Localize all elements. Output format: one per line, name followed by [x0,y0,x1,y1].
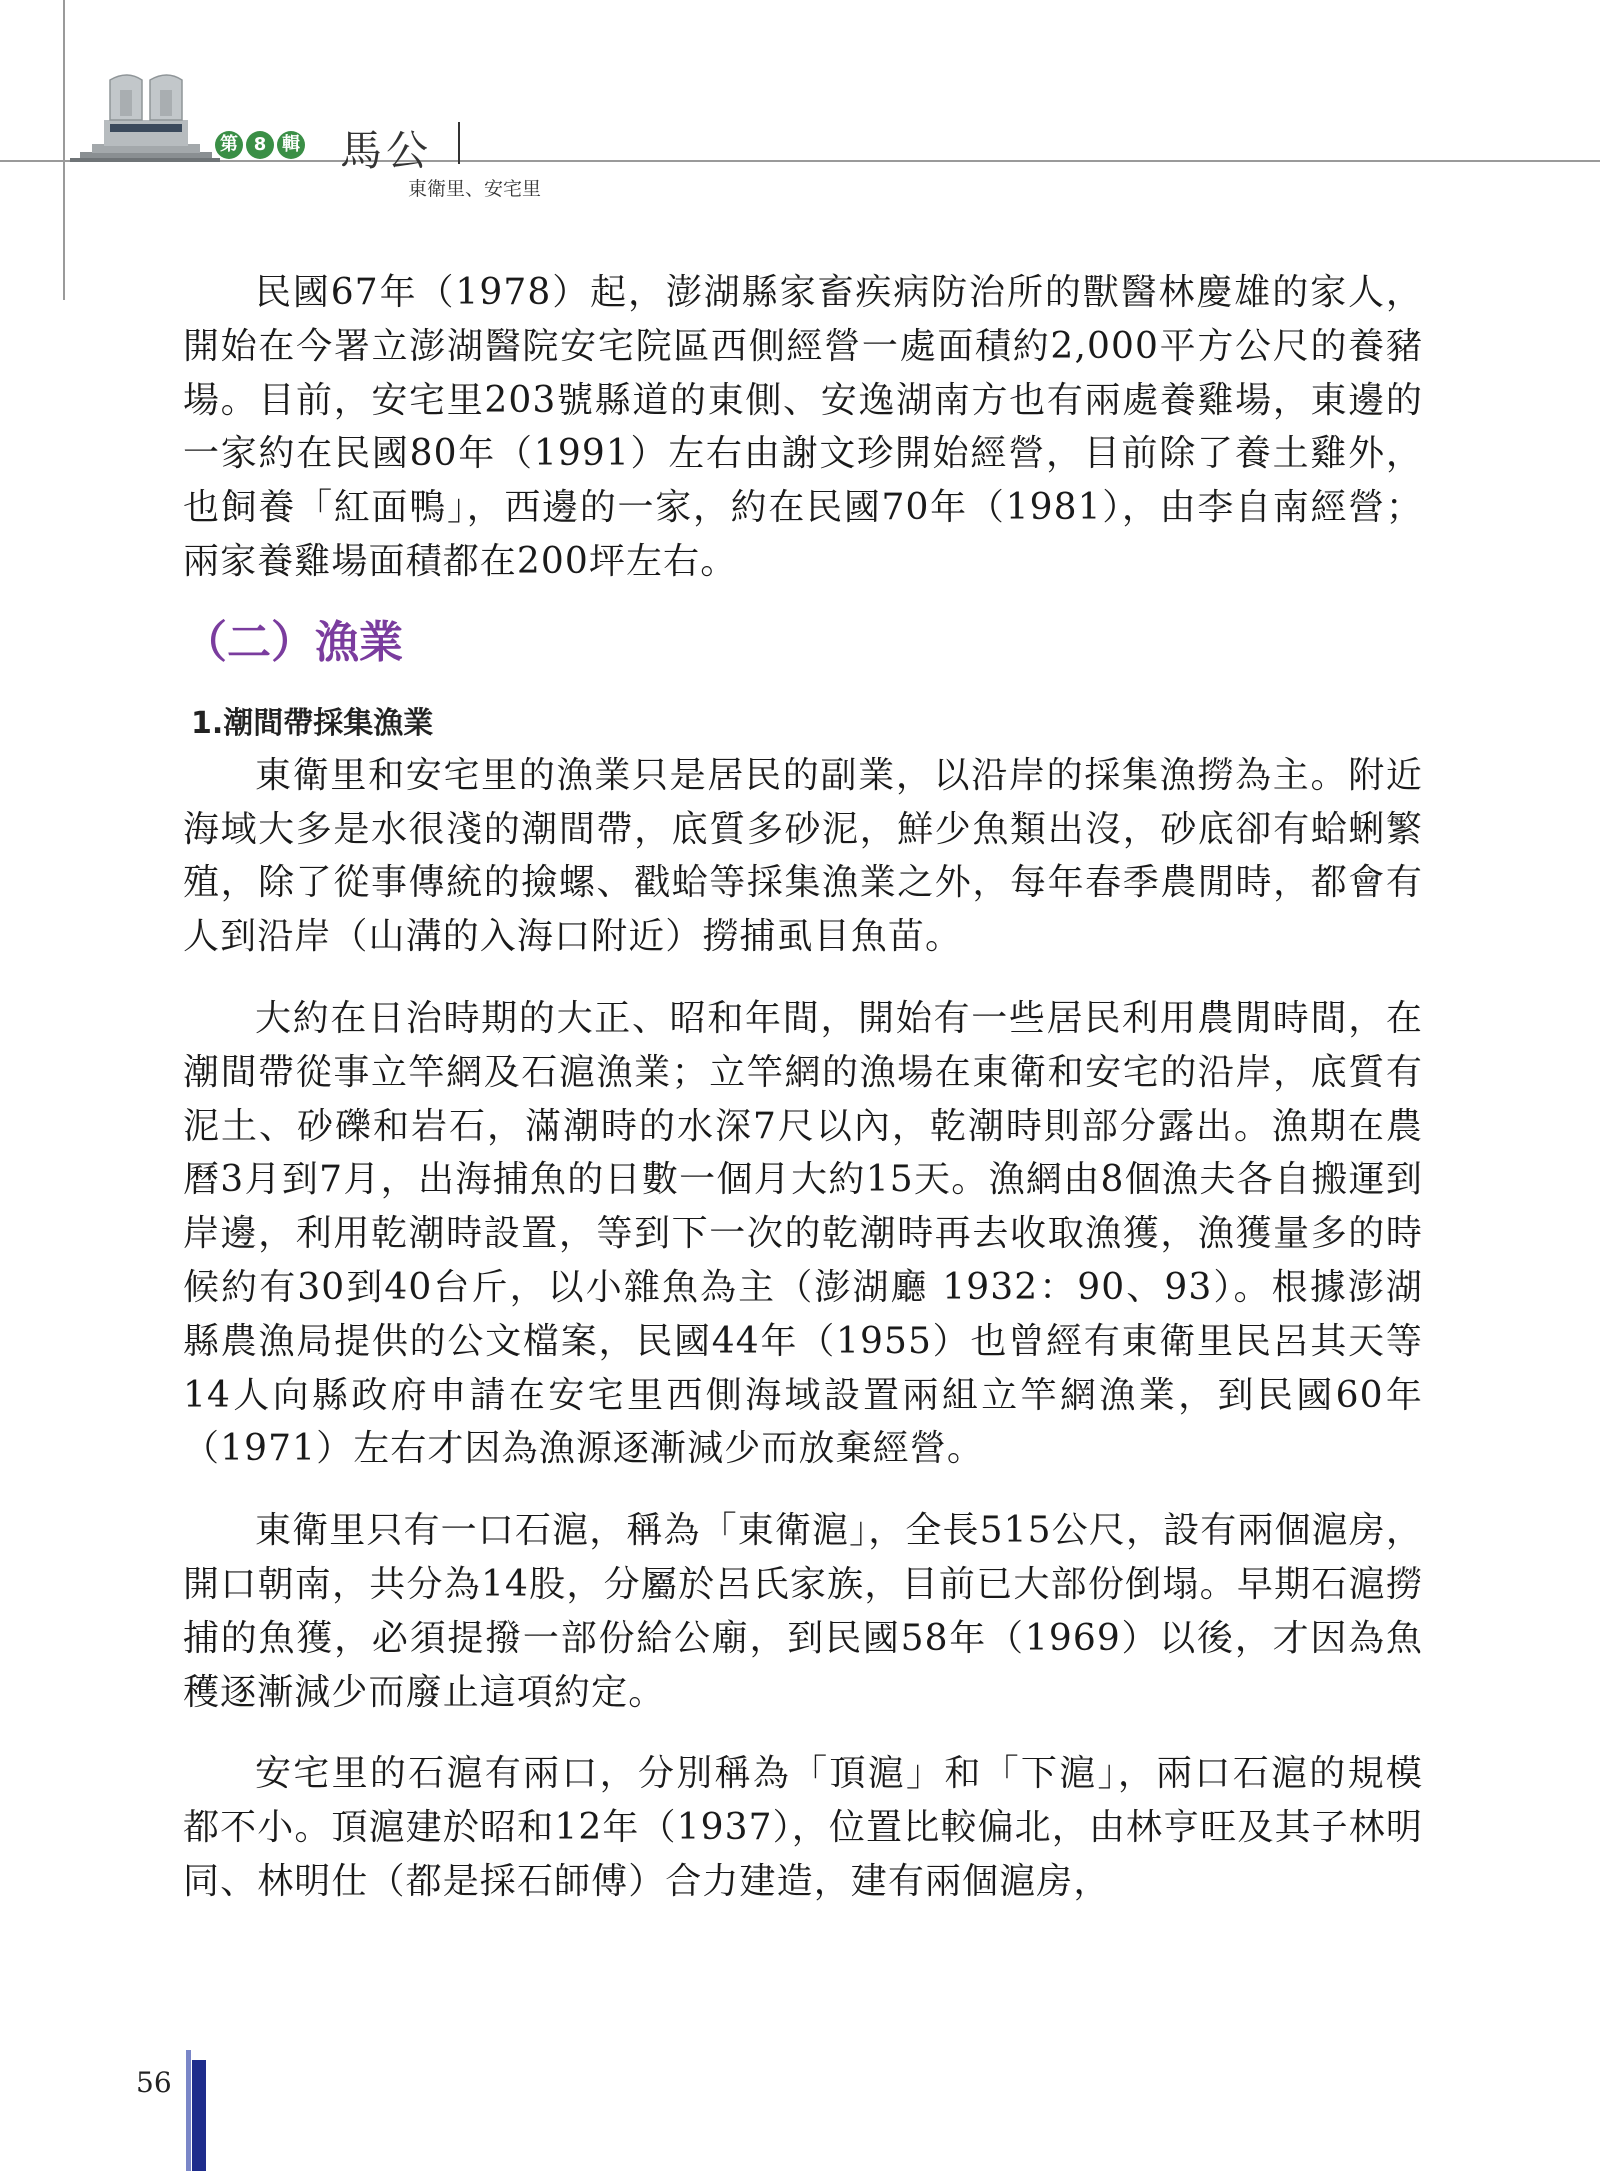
footer-bar-dark [192,2060,206,2171]
header-vertical-rule [63,0,65,300]
paragraph-livestock: 民國67年（1978）起，澎湖縣家畜疾病防治所的獸醫林慶雄的家人，開始在今署立澎湖醫院安宅院區西側經營一處面積約2,000平方公尺的養豬場。目前，安宅里203號縣道的東側、安逸湖南方也有兩處養雞場，東邊的一家約在民國80年（1991）左右由謝文珍開始經營，目前除了養土雞外，也飼養「紅面鴨」，西邊的一家，約在民國70年（1981），由李自南經營；兩家養雞場面積都在200坪左右。 [183,272,1423,582]
paragraph-fishery-intro: 東衛里和安宅里的漁業只是居民的副業，以沿岸的採集漁撈為主。附近海域大多是水很淺的潮間帶，底質多砂泥，鮮少魚類出沒，砂底卻有蛤蜊繁殖，除了從事傳統的撿螺、戳蛤等採集漁業之外，每年春季農閒時，都會有人到沿岸（山溝的入海口附近）撈捕虱目魚苗。 [183,754,1423,958]
volume-prefix: 第 [215,131,243,159]
main-content [183,266,1423,1909]
header-subtitle: 東衛里、安宅里 [408,178,542,200]
section-heading: （二）漁業 [183,616,403,668]
subsection-heading: 1.潮間帶採集漁業 [191,705,434,741]
volume-title: 馬公 [340,126,433,175]
page-number: 56 [136,2066,172,2099]
paragraph-anzhai-weirs: 安宅里的石滬有兩口，分別稱為「頂滬」和「下滬」，兩口石滬的規模都不小。頂滬建於昭和12年（1937），位置比較偏北，由林亨旺及其子林明同、林明仕（都是採石師傅）合力建造，建有兩個滬房， [183,1753,1423,1902]
title-separator [458,122,460,164]
paragraph-dongwei-weir: 東衛里只有一口石滬，稱為「東衛滬」，全長515公尺，設有兩個滬房，開口朝南，共分為14股，分屬於呂氏家族，目前已大部份倒塌。早期石滬撈捕的魚獲，必須提撥一部份給公廟，到民國58年（1969）以後，才因為魚穫逐漸減少而廢止這項約定。 [183,1510,1423,1713]
volume-badge [215,128,305,162]
volume-number: 8 [246,131,274,159]
volume-suffix: 輯 [277,131,305,159]
footer-bar-light [186,2050,191,2171]
monument-logo-icon [70,70,220,165]
running-header [70,60,450,175]
paragraph-pole-net: 大約在日治時期的大正、昭和年間，開始有一些居民利用農閒時間，在潮間帶從事立竿網及石滬漁業；立竿網的漁場在東衛和安宅的沿岸，底質有泥土、砂礫和岩石，滿潮時的水深7尺以內，乾潮時則部分露出。漁期在農曆3月到7月，出海捕魚的日數一個月大約15天。漁網由8個漁夫各自搬運到岸邊，利用乾潮時設置，等到下一次的乾潮時再去收取漁獲，漁獲量多的時候約有30到40台斤，以小雜魚為主（澎湖廳 1932：90、93）。根據澎湖縣農漁局提供的公文檔案，民國44年（1955）也曾經有東衛里民呂其天等14人向縣政府申請在安宅里西側海域設置兩組立竿網漁業，到民國60年（1971）左右才因為漁源逐漸減少而放棄經營。 [183,997,1423,1470]
